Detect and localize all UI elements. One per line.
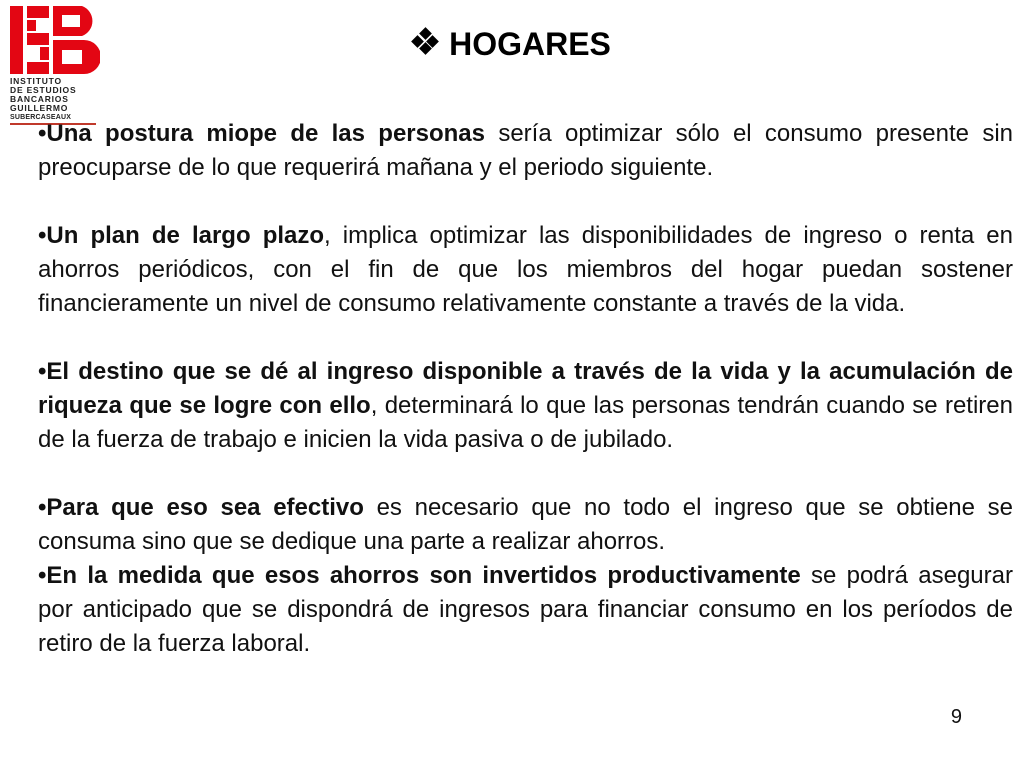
logo-line: INSTITUTO [10,76,62,86]
slide-title-text: HOGARES [449,26,611,62]
bullet-lead: •Un plan de largo plazo [38,222,325,249]
bullet-paragraph [38,559,1013,661]
page-number: 9 [950,706,962,728]
institute-logo [10,6,100,125]
bullet-text: , implica optimizar las disponibilidades de ingreso o renta en ahorros periódicos, con el fin de que los miembros del hogar puedan sostener financieramente un nivel de consumo relativamente constante a través de la vida. [38,222,1013,317]
bullet-lead: •Una postura miope de las personas [38,120,486,147]
bullet-paragraph [38,117,1013,185]
bullet-text: se podrá asegurar por anticipado que se dispondrá de ingresos para financiar consumo en los períodos de retiro de la fuerza laboral. [38,562,1013,657]
bullet-text: , determinará lo que las personas tendrán cuando se retiren de la fuerza de trabajo e inicien la vida pasiva o de jubilado. [38,392,1013,453]
logo-line: SUBERCASEAUX [10,114,72,121]
slide-body [38,117,1013,661]
bullet-lead: •Para que eso sea efectivo [38,494,364,521]
logo-line: GUILLERMO [10,103,69,113]
bullet-text: es necesario que no todo el ingreso que se obtiene se consuma sino que se dedique una parte a realizar ahorros. [38,494,1014,555]
bullet-paragraph [38,355,1013,457]
bullet-lead: •En la medida que esos ahorros son invertidos productivamente [38,562,801,589]
logo-line: DE ESTUDIOS [10,85,77,95]
bullet-paragraph [38,491,1013,559]
four-diamond-bullet-icon [413,29,437,53]
logo-line: BANCARIOS [10,94,69,104]
slide-title [0,26,1024,63]
bullet-text: sería optimizar sólo el consumo presente sin preocuparse de lo que requerirá mañana y el periodo siguiente. [38,120,1013,181]
bullet-lead: •El destino que se dé al ingreso disponible a través de la vida y la acumulación de riqueza que se logre con ello [38,358,1013,419]
bullet-paragraph [38,219,1013,321]
